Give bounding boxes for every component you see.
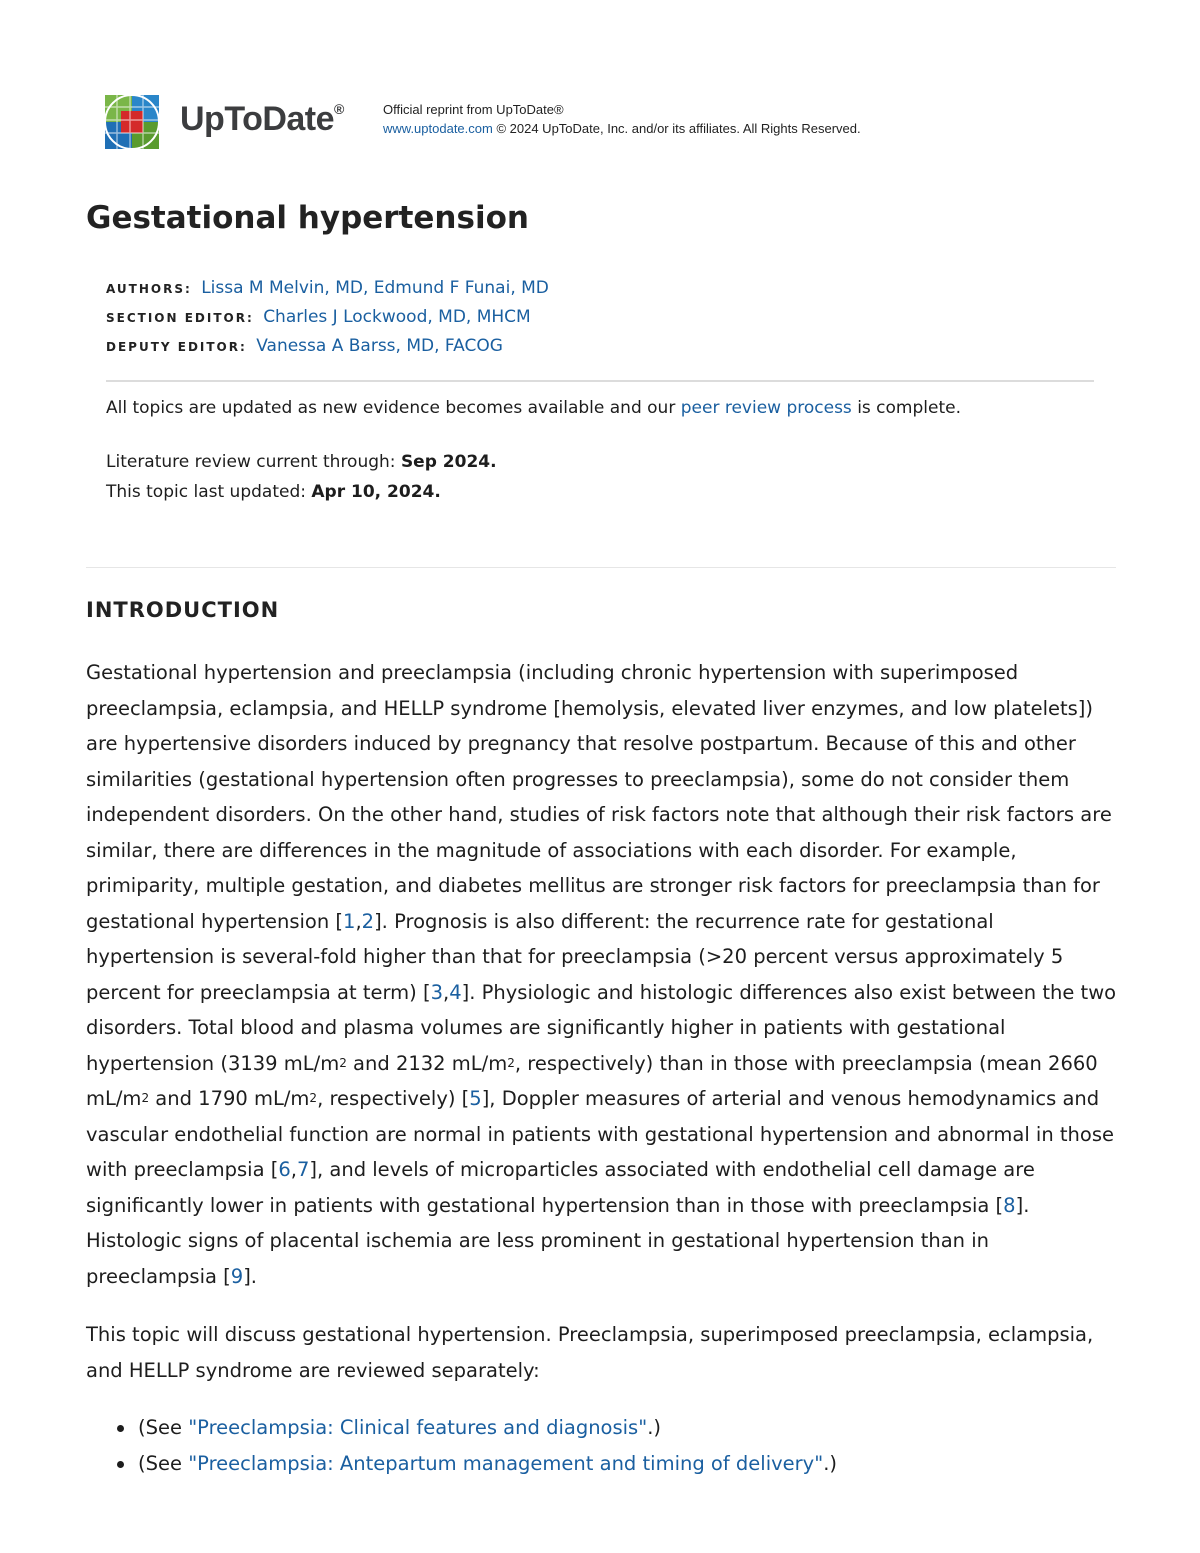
peer-review-link[interactable]: peer review process [680, 398, 852, 418]
section-divider [86, 567, 1116, 568]
section-editor-label: SECTION EDITOR: [106, 311, 254, 325]
see-also-link[interactable]: "Preeclampsia: Antepartum management and timing of delivery" [188, 1451, 824, 1475]
brand-name: UpToDate® [180, 100, 344, 138]
copyright-text: © 2024 UpToDate, Inc. and/or its affiliates. All Rights Reserved. [492, 121, 861, 136]
list-item: (See "Preeclampsia: Clinical features and diagnosis".) [86, 1410, 1126, 1446]
reference-link[interactable]: 2 [361, 909, 375, 933]
reference-link[interactable]: 9 [230, 1264, 244, 1288]
list-item: (See "Preeclampsia: Antepartum management and timing of delivery".) [86, 1446, 1126, 1482]
intro-paragraph: Gestational hypertension and preeclampsia (including chronic hypertension with superimposed preeclampsia, eclampsia, and HELLP syndrome [hemolysis, elevated liver enzymes, and low platelets]) are hypertensive disorders induced by pregnancy that resolve postpartum. Because of this and other similarities (gestational hypertension often progresses to preeclampsia), some do not consider them independent disorders. On the other hand, studies of risk factors note that although their risk factors are similar, there are differences in the magnitude of associations with each disorder. For example, primiparity, multiple gestation, and diabetes mellitus are stronger risk factors for preeclampsia than for gestational hypertension [1,2]. Prognosis is also different: the recurrence rate for gestational hypertension is several-fold higher than that for preeclampsia (>20 percent versus approximately 5 percent for preeclampsia at term) [3,4]. Physiologic and histologic differences also exist between the two disorders. Total blood and plasma volumes are significantly higher in patients with gestational hypertension (3139 $mL/m^2$ and 2132 $mL/m^2$, respectively) than in those with preeclampsia (mean 2660 $mL/m^2$ and 1790 $mL/m^2$, respectively) [5], Doppler measures of arterial and venous hemodynamics and vascular endothelial function are normal in patients with gestational hypertension and abnormal in those with preeclampsia [6,7], and levels of microparticles associated with endothelial cell damage are significantly lower in patients with gestational hypertension than in those with preeclampsia [8]. Histologic signs of placental ischemia are less prominent in gestational hypertension than in preeclampsia [9]. [86, 661, 1117, 1288]
reprint-header [104, 94, 1104, 154]
page-title: Gestational hypertension [86, 200, 529, 236]
reference-link[interactable]: 7 [296, 1158, 310, 1181]
reprint-notice [383, 100, 861, 138]
literature-review-info: Literature review current through: Sep 2024. This topic last updated: Apr 10, 2024. [106, 452, 497, 502]
divider [106, 380, 1094, 382]
reference-link[interactable]: 8 [1003, 1193, 1016, 1217]
reference-link[interactable]: 1 [343, 909, 356, 933]
reference-link[interactable]: 3 [430, 980, 443, 1004]
bullet-icon [117, 1461, 124, 1468]
reference-link[interactable]: 4 [449, 980, 462, 1004]
deputy-editor-link[interactable]: Vanessa A Barss, MD, FACOG [256, 336, 503, 356]
section-heading-introduction: INTRODUCTION [86, 598, 280, 622]
authors-label: AUTHORS: [106, 282, 192, 296]
reprint-line: Official reprint from UpToDate® [383, 102, 564, 117]
literature-review-date: Sep 2024. [400, 452, 497, 472]
see-also-list [86, 1410, 1126, 1481]
last-updated-date: Apr 10, 2024. [311, 482, 441, 502]
topic-scope-paragraph: This topic will discuss gestational hypertension. Preeclampsia, superimposed preeclampsia, eclampsia, and HELLP syndrome are reviewed separately: [86, 1323, 1094, 1382]
reference-link[interactable]: 6 [278, 1158, 291, 1181]
reference-link[interactable]: 5 [469, 1087, 482, 1110]
uptodate-website-link[interactable]: www.uptodate.com [383, 121, 493, 136]
byline [106, 274, 1106, 361]
bullet-icon [117, 1425, 124, 1432]
authors-link[interactable]: Lissa M Melvin, MD, Edmund F Funai, MD [201, 278, 549, 298]
deputy-editor-label: DEPUTY EDITOR: [106, 340, 247, 354]
uptodate-logo-icon [104, 94, 160, 150]
update-notice: All topics are updated as new evidence becomes available and our peer review process is complete. [106, 398, 961, 418]
see-also-link[interactable]: "Preeclampsia: Clinical features and diagnosis" [188, 1416, 648, 1439]
section-editor-link[interactable]: Charles J Lockwood, MD, MHCM [263, 307, 531, 327]
